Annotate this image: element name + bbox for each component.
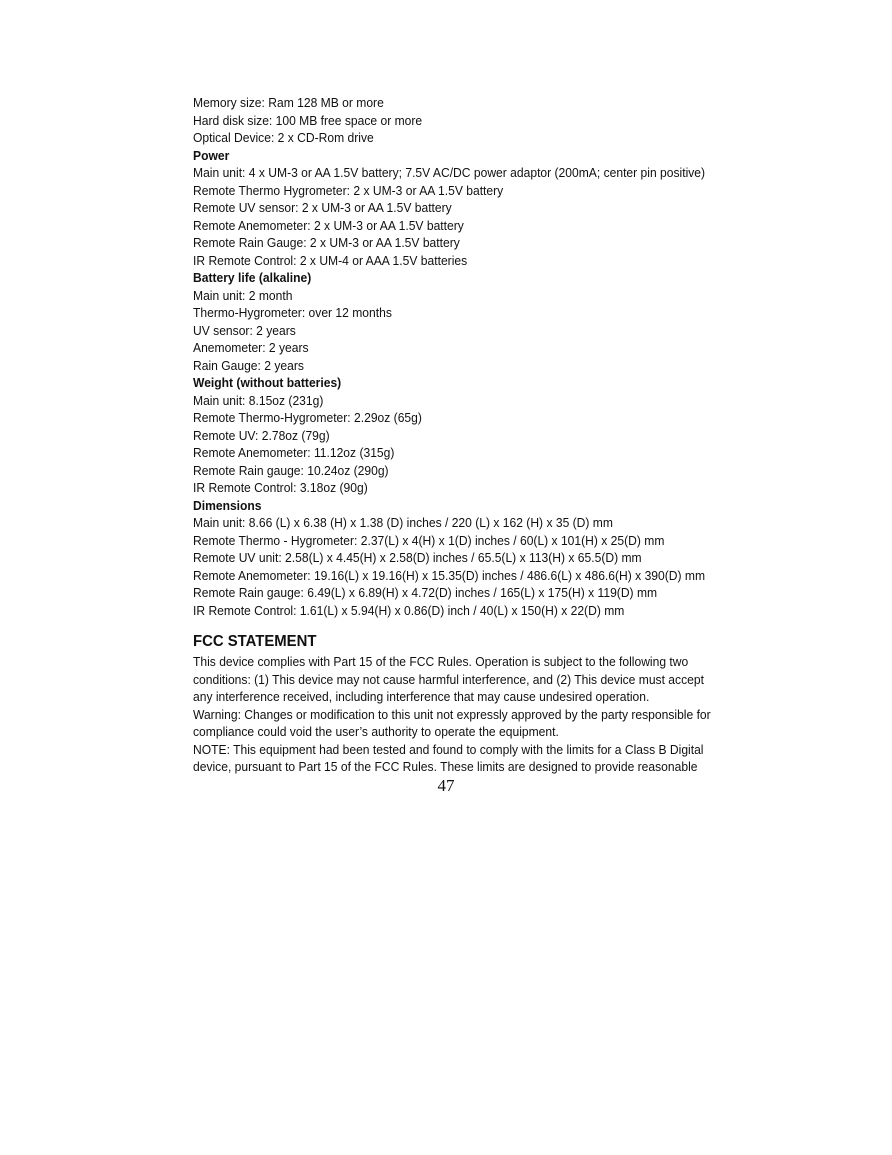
power-section [193,147,706,270]
power-line-anemometer: Remote Anemometer: 2 x UM-3 or AA 1.5V battery [193,217,464,233]
battery-life-heading: Battery life (alkaline) [193,270,312,285]
fcc-note-line-1: NOTE: This equipment had been tested and found to comply with the limits for a Class B Digital [193,741,704,757]
fcc-warning-line-2: compliance could void the user’s authority to operate the equipment. [193,724,559,739]
battery-line-uv-sensor: UV sensor: 2 years [193,322,296,338]
fcc-note-line-2: device, pursuant to Part 15 of the FCC Rules. These limits are designed to provide reasonable [193,759,698,774]
dimensions-line-thermo-hygrometer: Remote Thermo - Hygrometer: 2.37(L) x 4(H) x 1(D) inches / 60(L) x 101(H) x 25(D) mm [193,532,665,548]
dimensions-line-uv-unit: Remote UV unit: 2.58(L) x 4.45(H) x 2.58(D) inches / 65.5(L) x 113(H) x 65.5(D) mm [193,550,642,565]
spec-line-hard-disk: Hard disk size: 100 MB free space or more [193,112,423,128]
battery-line-thermo-hygrometer: Thermo-Hygrometer: over 12 months [193,305,392,320]
weight-line-uv: Remote UV: 2.78oz (79g) [193,427,330,443]
page-number: 47 [437,776,455,795]
system-requirements-section [193,94,695,147]
dimensions-line-anemometer: Remote Anemometer: 19.16(L) x 19.16(H) x 15.35(D) inches / 486.6(L) x 486.6(H) x 390(D) mm [193,567,706,583]
power-line-main-unit: Main unit: 4 x UM-3 or AA 1.5V battery; 7.5V AC/DC power adaptor (200mA; center pin positive) [193,165,706,180]
weight-heading: Weight (without batteries) [193,375,342,390]
fcc-line-1: This device complies with Part 15 of the FCC Rules. Operation is subject to the following two [193,654,689,669]
power-line-thermo-hygrometer: Remote Thermo Hygrometer: 2 x UM-3 or AA 1.5V battery [193,182,504,198]
weight-line-thermo-hygrometer: Remote Thermo-Hygrometer: 2.29oz (65g) [193,410,422,425]
weight-line-ir-remote: IR Remote Control: 3.18oz (90g) [193,480,368,495]
battery-line-main-unit: Main unit: 2 month [193,287,293,303]
manual-page-content [193,94,711,776]
weight-line-anemometer: Remote Anemometer: 11.12oz (315g) [193,445,395,460]
weight-line-rain-gauge: Remote Rain gauge: 10.24oz (290g) [193,462,389,478]
fcc-line-3: any interference received, including interference that may cause undesired operation. [193,689,650,704]
battery-line-rain-gauge: Rain Gauge: 2 years [193,357,304,373]
dimensions-line-main-unit: Main unit: 8.66 (L) x 6.38 (H) x 1.38 (D) inches / 220 (L) x 162 (H) x 35 (D) mm [193,515,613,530]
power-line-ir-remote: IR Remote Control: 2 x UM-4 or AAA 1.5V batteries [193,252,468,268]
dimensions-line-rain-gauge: Remote Rain gauge: 6.49(L) x 6.89(H) x 4.72(D) inches / 165(L) x 175(H) x 119(D) mm [193,585,658,600]
fcc-statement-title: FCC STATEMENT [193,633,317,650]
fcc-statement-section [193,632,711,776]
dimensions-section [193,497,706,620]
dimensions-line-ir-remote: IR Remote Control: 1.61(L) x 5.94(H) x 0.86(D) inch / 40(L) x 150(H) x 22(D) mm [193,602,625,618]
power-line-uv-sensor: Remote UV sensor: 2 x UM-3 or AA 1.5V battery [193,200,452,215]
weight-section [193,374,695,497]
fcc-line-2: conditions: (1) This device may not cause harmful interference, and (2) This device must accept [193,671,704,687]
battery-line-anemometer: Anemometer: 2 years [193,340,309,355]
power-heading: Power [193,147,230,163]
weight-line-main-unit: Main unit: 8.15oz (231g) [193,392,324,408]
battery-life-section [193,269,695,374]
dimensions-heading: Dimensions [193,497,262,513]
fcc-warning-line-1: Warning: Changes or modification to this unit not expressly approved by the party responsible for [193,706,711,722]
spec-line-memory: Memory size: Ram 128 MB or more [193,95,384,110]
power-line-rain-gauge: Remote Rain Gauge: 2 x UM-3 or AA 1.5V battery [193,235,460,250]
spec-line-optical-device: Optical Device: 2 x CD-Rom drive [193,130,374,145]
